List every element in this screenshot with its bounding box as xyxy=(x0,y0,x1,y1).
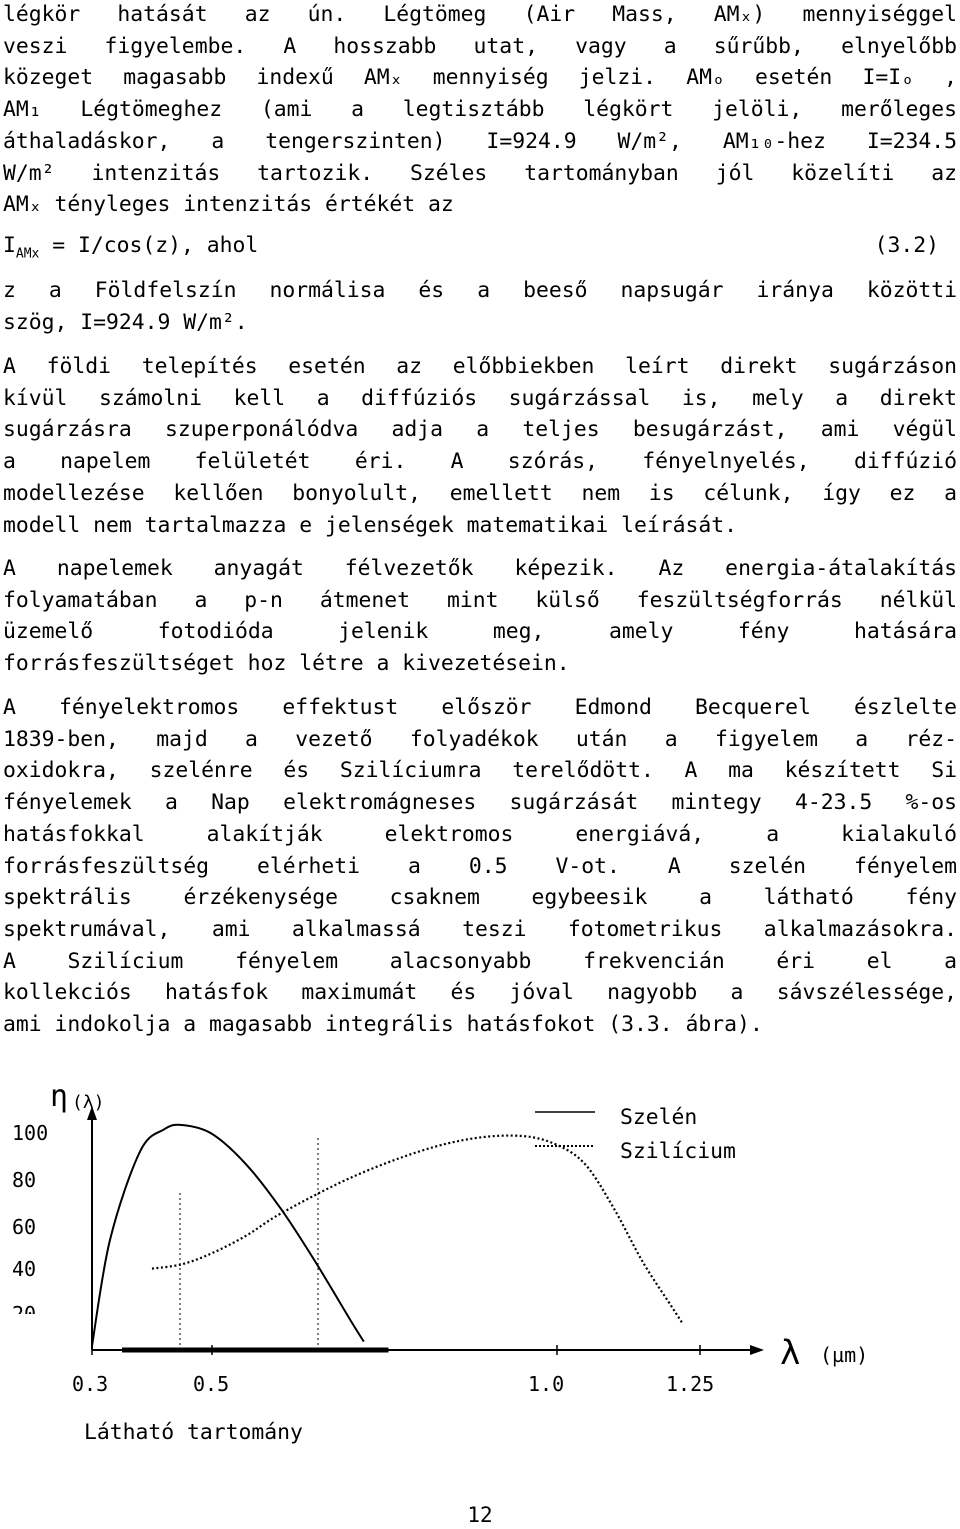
text-line: A fényelektromos effektust először Edmond Becquerel észlelte xyxy=(3,695,957,720)
label-clip-mask xyxy=(5,1314,65,1328)
chart-text xyxy=(5,1079,868,1445)
x-axis-symbol: λ xyxy=(780,1333,801,1373)
text-line: kollekciós hatásfok maximumát és jóval nagyobb a sávszélessége, xyxy=(3,980,957,1006)
text-line: oxidokra, szelénre és Szilíciumra terelődött. A ma készített Si xyxy=(3,758,957,784)
spectral-efficiency-chart xyxy=(0,1070,960,1490)
x-tick-label: 0.5 xyxy=(193,1372,230,1396)
text-line: A napelemek anyagát félvezetők képezik. Az energia-átalakítás xyxy=(3,556,957,581)
y-tick-label: 40 xyxy=(12,1257,37,1281)
text-line: W/m² intenzitás tartozik. Széles tartományban jól közelíti az xyxy=(3,160,957,186)
text-line: A földi telepítés esetén az előbbiekben leírt direkt sugárzáson xyxy=(3,354,957,379)
y-axis-symbol: η xyxy=(50,1079,69,1114)
text-line: üzemelő fotodióda jelenik meg, amely fény hatására xyxy=(3,619,957,645)
text-line: z a Földfelszín normálisa és a beeső napsugár iránya közötti xyxy=(3,278,957,303)
x-tick-label: 0.3 xyxy=(72,1372,109,1396)
equation-lhs: $I_{AMx} = I/\cos(z)$, ahol xyxy=(3,233,259,262)
text-line: forrásfeszültség elérheti a 0.5 V-ot. A szelén fényelem xyxy=(3,853,957,879)
text-line: a napelem felületét éri. A szórás, fényelnyelés, diffúzió xyxy=(3,449,957,475)
text-line: modell nem tartalmazza e jelenségek matematikai leírását. xyxy=(3,512,738,538)
text-line: AMₓ tényleges intenzitás értékét az xyxy=(3,192,454,218)
text-line: folyamatában a p-n átmenet mint külső feszültségforrás nélkül xyxy=(3,587,957,613)
text-line: A Szilícium fényelem alacsonyabb frekvencián éri el a xyxy=(3,948,957,974)
text-line: légkör hatását az ún. Légtömeg (Air Mass, AMₓ) mennyiséggel xyxy=(3,2,957,27)
y-tick-label: 100 xyxy=(12,1121,49,1145)
text-line: hatásfokkal alakítják elektromos energiává, a kialakuló xyxy=(3,821,957,847)
series-line-szelén xyxy=(92,1125,364,1346)
legend-label-0: Szelén xyxy=(620,1105,698,1130)
y-axis-argument: (λ) xyxy=(72,1092,105,1113)
x-axis-unit: (µm) xyxy=(820,1343,869,1367)
text-line: veszi figyelembe. A hosszabb utat, vagy a sűrűbb, elnyelőbb xyxy=(3,33,957,59)
text-line: fényelemek a Nap elektromágneses sugárzását mintegy 4-23.5 %-os xyxy=(3,790,957,816)
legend-label-1: Szilícium xyxy=(620,1139,736,1164)
text-line: sugárzásra szuperponálódva adja a teljes besugárzást, ami végül xyxy=(3,417,957,443)
text-line: AM₁ Légtömeghez (ami a legtisztább légkört jelöli, merőleges xyxy=(3,97,957,123)
page-number: 12 xyxy=(467,1503,493,1527)
text-line: spektrális érzékenysége csaknem egybeesik a látható fény xyxy=(3,885,957,911)
chart-guides xyxy=(180,1138,318,1350)
equation-3-2 xyxy=(3,231,957,261)
x-tick-label: 1.25 xyxy=(666,1372,715,1396)
text-line: spektrumával, ami alkalmassá teszi fotometrikus alkalmazásokra. xyxy=(3,916,957,942)
equation-number: (3.2) xyxy=(874,233,939,258)
text-line: forrásfeszültséget hoz létre a kivezetésein. xyxy=(3,651,570,677)
text-line: szög, I=924.9 W/m². xyxy=(3,309,248,335)
text-line: közeget magasabb indexű AMₓ mennyiség jelzi. AMₒ esetén I=Iₒ , xyxy=(3,65,957,91)
y-tick-label: 60 xyxy=(12,1215,37,1239)
visible-range-label: Látható tartomány xyxy=(84,1420,303,1445)
text-line: ami indokolja a magasabb integrális hatásfokot (3.3. ábra). xyxy=(3,1012,763,1037)
text-line: modellezése kellően bonyolult, emellett nem is célunk, így ez a xyxy=(3,480,957,506)
x-axis-arrow xyxy=(750,1345,764,1355)
text-line: kívül számolni kell a diffúziós sugárzással is, mely a direkt xyxy=(3,385,957,411)
text-line: 1839-ben, majd a vezető folyadékok után a figyelem a réz- xyxy=(3,726,957,752)
chart-series xyxy=(92,1125,683,1346)
x-tick-label: 1.0 xyxy=(528,1372,565,1396)
y-tick-label: 80 xyxy=(12,1168,37,1192)
series-line-szilícium xyxy=(152,1136,683,1324)
text-line: áthaladáskor, a tengerszinten) I=924.9 W/m², AM₁₀-hez I=234.5 xyxy=(3,128,957,154)
